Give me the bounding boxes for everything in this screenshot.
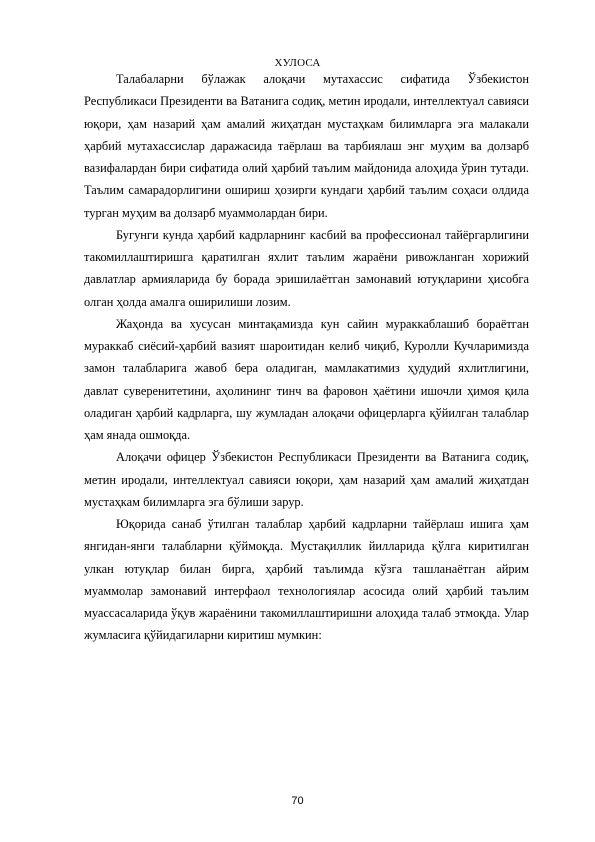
paragraph: Юқорида санаб ўтилган талаблар ҳарбий кадрларни тайёрлаш ишига ҳам янгидан-янги талабларни қўймоқда. Мустақиллик йилларида қўлга киритилган улкан ютуқлар билан бирга, ҳарбий таълимда кўзга ташланаётган айрим муаммолар замонавий интерфаол технологиялар асосида олий ҳарбий таълим муассасаларида ўқув жараёнини такомиллаштиришни алоҳида талаб этмоқда. Улар жумласига қўйидагиларни киритиш мумкин: — [84, 517, 529, 643]
paragraph: Жаҳонда ва хусусан минтақамизда кун сайин мураккаблашиб бораётган мураккаб сиёсий-ҳарбий вазият шароитидан келиб чиқиб, Куролли Кучларимизда замон талабларига жавоб бера оладиган, мамлакатимиз ҳудудий яхлитлигини, давлат суверенитетини, аҳолининг тинч ва фаровон ҳаётини ишочли ҳимоя қила оладиган ҳарбий кадрларга, шу жумладан алоқачи офицерларга қўйилган талаблар ҳам янада ошмоқда. — [84, 316, 529, 442]
body-text — [84, 68, 529, 647]
paragraph: Талабаларни бўлажак алоқачи мутахассис сифатида Ўзбекистон Республикаси Президенти ва Ватанига содиқ, метин иродали, интеллектуал савияси юқори, ҳам назарий ҳам амалий жиҳатдан мустаҳкам билимларга эга малакали ҳарбий мутахассислар даражасида таёрлаш ва тарбиялаш энг муҳим ва долзарб вазифалардан бири сифатида олий ҳарбий таълим майдонида алоҳида ўрин тутади. Таълим самарадорлигини ошириш ҳозирги кундаги ҳарбий таълим соҳаси олдида турган муҳим ва долзарб муаммолардан бири. — [84, 72, 529, 220]
section-heading: ХУЛОСА — [274, 57, 321, 69]
page-number: 70 — [291, 795, 304, 807]
paragraph: Бугунги кунда ҳарбий кадрларнинг касбий ва профессионал тайёргарлигини такомиллаштиришга қаратилган яхлит таълим жараёни ривожланган хорижий давлатлар армияларида бу борада эришилаётган замонавий ютуқларини ҳисобга олган ҳолда амалга оширилиши лозим. — [84, 227, 529, 309]
paragraph: Алоқачи офицер Ўзбекистон Республикаси Президенти ва Ватанига содиқ, метин иродали, интеллектуал савияси юқори, ҳам назарий ҳам амалий жиҳатдан мустаҳкам билимларга эга бўлиши зарур. — [84, 450, 529, 509]
